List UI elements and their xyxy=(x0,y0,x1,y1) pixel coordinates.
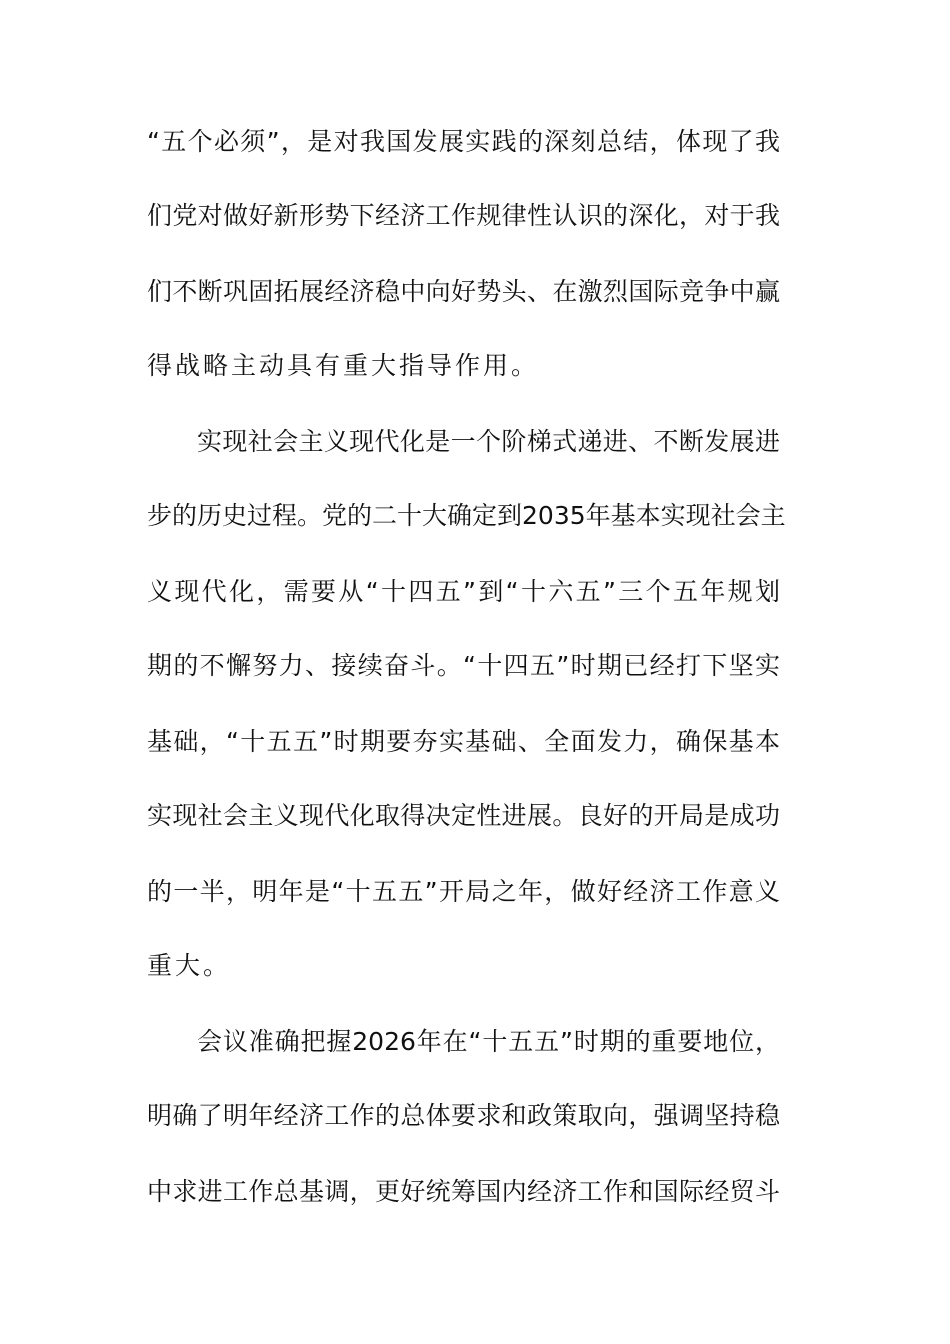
text-line: 期的不懈努力、接续奋斗。“十四五”时期已经打下坚实 xyxy=(147,651,780,680)
text-line: 实现社会主义现代化取得决定性进展。良好的开局是成功 xyxy=(147,801,780,830)
text-line: 基础，“十五五”时期要夯实基础、全面发力，确保基本 xyxy=(147,727,780,756)
text-line: 明确了明年经济工作的总体要求和政策取向，强调坚持稳 xyxy=(147,1101,780,1130)
text-line: 重大。 xyxy=(147,951,232,980)
text-line: 会议准确把握2026年在“十五五”时期的重要地位， xyxy=(197,1027,780,1056)
text-line: 实现社会主义现代化是一个阶梯式递进、不断发展进 xyxy=(197,427,780,456)
text-line: 中求进工作总基调，更好统筹国内经济工作和国际经贸斗 xyxy=(147,1177,780,1206)
text-line: “五个必须”，是对我国发展实践的深刻总结，体现了我 xyxy=(147,127,780,156)
text-line: 步的历史过程。党的二十大确定到2035年基本实现社会主 xyxy=(147,501,786,530)
text-line: 们党对做好新形势下经济工作规律性认识的深化，对于我 xyxy=(147,201,780,230)
text-line: 得战略主动具有重大指导作用。 xyxy=(147,351,540,380)
text-line: 义现代化，需要从“十四五”到“十六五”三个五年规划 xyxy=(147,577,780,606)
text-line: 的一半，明年是“十五五”开局之年，做好经济工作意义 xyxy=(147,877,780,906)
text-line: 们不断巩固拓展经济稳中向好势头、在激烈国际竞争中赢 xyxy=(147,277,780,306)
